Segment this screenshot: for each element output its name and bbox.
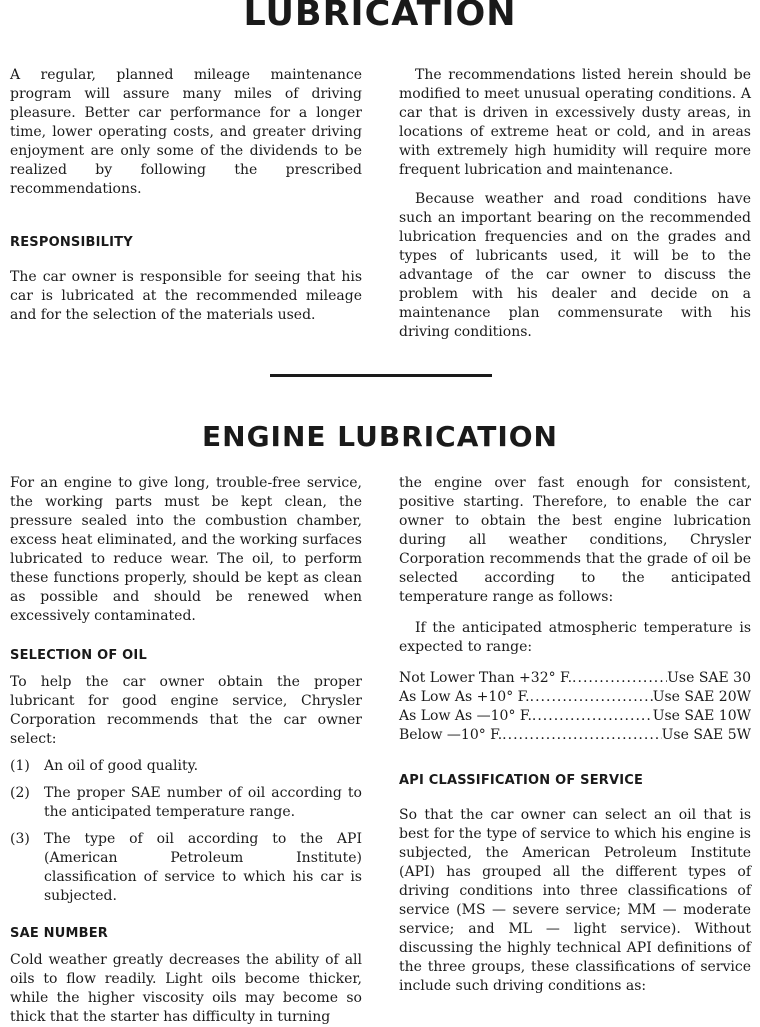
oil-grade: Use SAE 30 bbox=[667, 670, 751, 686]
dot-leader bbox=[572, 669, 667, 688]
engine-right-para-2: If the anticipated atmospheric temperature is expected to range: bbox=[399, 620, 751, 655]
list-item-number: (2) bbox=[10, 785, 30, 801]
lubrication-title: LUBRICATION bbox=[243, 0, 517, 34]
temperature-row bbox=[399, 707, 751, 726]
dot-leader bbox=[502, 726, 661, 745]
api-classification-text: So that the car owner can select an oil that is best for the type of service to which his engine is subjected, the American Petroleum Institute (API) has grouped all the different types of driving conditions into three classifications of service (MS — severe service; MM — moderate service; and ML — light service). Without discussing the highly technical API definitions of the three groups, these classifications of service include such driving conditions as: bbox=[399, 807, 751, 994]
engine-intro: For an engine to give long, trouble-free service, the working parts must be kept clean, the pressure sealed into the combustion chamber, excess heat eliminated, and the working surfaces lubricated to reduce wear. The oil, to perform these functions properly, should be kept as clean as possible and should be renewed when excessively contaminated. bbox=[10, 475, 362, 624]
responsibility-text: The car owner is responsible for seeing that his car is lubricated at the recommended mileage and for the selection of the materials used. bbox=[10, 269, 362, 323]
lubrication-right-para-1: The recommendations listed herein should be modified to meet unusual operating conditions. A car that is driven in excessively dusty areas, in locations of extreme heat or cold, and in areas with extremely high humidity will require more frequent lubrication and maintenance. bbox=[399, 67, 751, 178]
api-classification-heading: API CLASSIFICATION OF SERVICE bbox=[399, 773, 644, 788]
engine-right-column bbox=[399, 474, 751, 996]
temperature-condition: Below —10° F. bbox=[399, 727, 503, 743]
selection-of-oil-text: To help the car owner obtain the proper lubricant for good engine service, Chrysler Corporation recommends that the car owner select: bbox=[10, 674, 362, 747]
dot-leader bbox=[530, 688, 653, 707]
engine-left-column bbox=[10, 474, 362, 1027]
list-item-number: (3) bbox=[10, 831, 30, 847]
list-item-text: The proper SAE number of oil according to the anticipated temperature range. bbox=[44, 785, 362, 820]
sae-number-heading: SAE NUMBER bbox=[10, 926, 109, 941]
temperature-row bbox=[399, 726, 751, 745]
list-item bbox=[10, 757, 362, 776]
lubrication-intro: A regular, planned mileage maintenance program will assure many miles of driving pleasure. Better car performance for a longer time, lower operating costs, and greater driving enjoyment are only some of the dividends to be realized by following the prescribed recommendations. bbox=[10, 67, 362, 197]
responsibility-heading: RESPONSIBILITY bbox=[10, 235, 133, 250]
list-item-number: (1) bbox=[10, 758, 30, 774]
oil-grade: Use SAE 10W bbox=[652, 708, 751, 724]
temperature-condition: As Low As +10° F. bbox=[399, 689, 530, 705]
engine-right-para-1: the engine over fast enough for consistent, positive starting. Therefore, to enable the car owner to obtain the best engine lubrication during all weather conditions, Chrysler Corporation recommends that the grade of oil be selected according to the anticipated temperature range as follows: bbox=[399, 475, 751, 605]
temperature-condition: As Low As —10° F. bbox=[399, 708, 532, 724]
lubrication-right-para-2: Because weather and road conditions have such an important bearing on the recommended lubrication frequencies and on the grades and types of lubricants used, it will be to the advantage of the car owner to discuss the problem with his dealer and decide on a maintenance plan commensurate with his driving conditions. bbox=[399, 191, 751, 340]
temperature-row bbox=[399, 669, 751, 688]
oil-grade: Use SAE 20W bbox=[652, 689, 751, 705]
engine-lubrication-title: ENGINE LUBRICATION bbox=[202, 420, 558, 453]
temperature-condition: Not Lower Than +32° F. bbox=[399, 670, 573, 686]
oil-grade: Use SAE 5W bbox=[661, 727, 751, 743]
temperature-table bbox=[399, 669, 751, 745]
lubrication-right-column bbox=[399, 66, 751, 342]
dot-leader bbox=[532, 707, 653, 726]
selection-of-oil-heading: SELECTION OF OIL bbox=[10, 648, 147, 663]
lubrication-left-column bbox=[10, 66, 362, 325]
sae-number-text: Cold weather greatly decreases the ability of all oils to flow readily. Light oils become thicker, while the higher viscosity oils may become so thick that the starter has difficulty in turning bbox=[10, 952, 362, 1025]
list-item bbox=[10, 830, 362, 906]
temperature-row bbox=[399, 688, 751, 707]
list-item bbox=[10, 784, 362, 822]
list-item-text: The type of oil according to the API (American Petroleum Institute) classification of service to which his car is subjected. bbox=[44, 831, 362, 904]
list-item-text: An oil of good quality. bbox=[44, 758, 199, 774]
section-divider bbox=[270, 374, 492, 377]
